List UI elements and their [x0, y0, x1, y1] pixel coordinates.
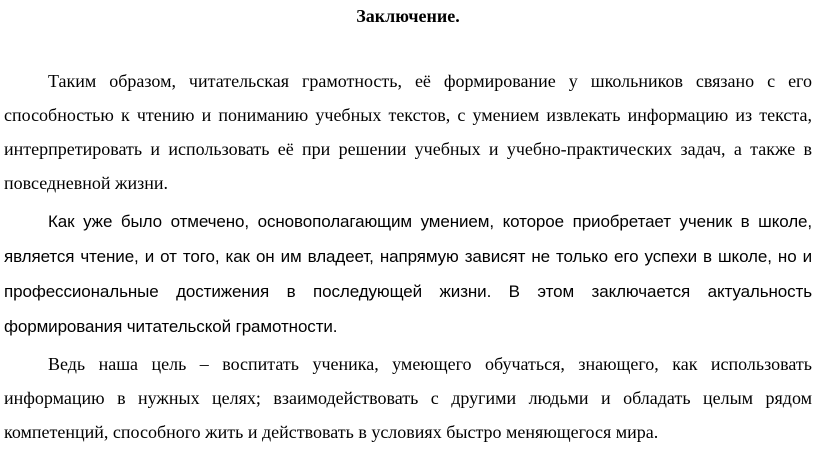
paragraph-goal: Ведь наша цель – воспитать ученика, умеющего обучаться, знающего, как использовать информацию в нужных целях; взаимодействовать с другими людьми и обладать целым рядом компетенций, способного жить и действовать в условиях быстро меняющегося мира. — [4, 354, 812, 442]
paragraph-summary: Таким образом, читательская грамотность, её формирование у школьников связано с его способностью к чтению и пониманию учебных текстов, с умением извлекать информацию из текста, интерпретировать и использовать её при решении учебных и учебно-практических задач, а также в повседневной жизни. — [4, 71, 812, 193]
document-title: Заключение. — [356, 6, 460, 26]
paragraph-reading-skill: Как уже было отмечено, основополагающим умением, которое приобретает ученик в школе, является чтение, и от того, как он им владеет, напрямую зависят не только его успехи в школе, но и профессиональные достижения в последующей жизни. В этом заключается актуальность формирования читательской грамотности. — [4, 212, 812, 336]
